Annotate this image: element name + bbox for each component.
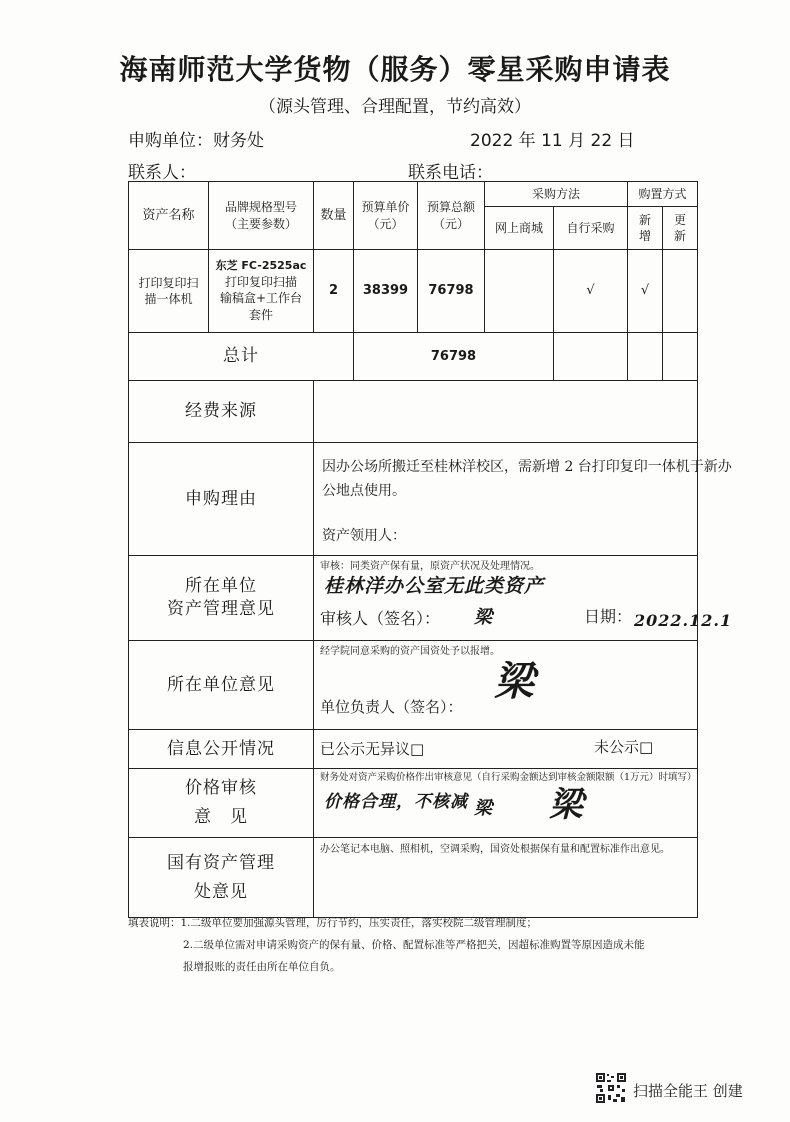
col-method: 采购方法 [485, 182, 628, 207]
state-asset-label [129, 838, 314, 918]
disclosure-opt-1: 已公示无异议□ [320, 740, 425, 758]
col-buy-new [628, 207, 663, 250]
reviewer-signature: 梁 [474, 607, 493, 628]
unit-opinion-cell [314, 641, 698, 730]
item-spec [209, 250, 314, 333]
col-method-self: 自行采购 [554, 207, 628, 250]
price-review-label-2: 意 见 [194, 807, 248, 827]
form-title: 海南师范大学货物（服务）零星采购申请表 [119, 53, 671, 86]
col-buy-upd-1: 更 [674, 212, 687, 227]
col-buy-update [663, 207, 698, 250]
item-total: 76798 [418, 250, 485, 333]
state-asset-label-2: 处意见 [194, 881, 248, 902]
asset-mgmt-label-1: 所在单位 [185, 576, 257, 597]
dept-value: 财务处 [213, 131, 264, 151]
fill-instruction-2: 2.二级单位需对申请采购资产的保有量、价格、配置标准等严格把关，因超标准购置等原因造成未能 [183, 939, 645, 951]
scanner-watermark: 扫描全能王 创建 [633, 1082, 743, 1100]
item-name: 打印复印扫描一体机 [129, 250, 209, 333]
unit-opinion-note: 经学院同意采购的资产国资处予以报增。 [320, 646, 500, 657]
phone-label: 联系电话： [408, 163, 493, 183]
col-unit-price [354, 182, 418, 250]
unit-opinion-label: 所在单位意见 [129, 641, 314, 730]
item-online-cell [485, 250, 554, 333]
sum-label: 总计 [129, 333, 354, 381]
col-spec-title: 品牌规格型号 [224, 200, 297, 215]
col-buy-upd-2: 新 [674, 229, 687, 243]
item-spec-line4: 套件 [248, 307, 273, 322]
item-spec-line1: 东芝 FC-2525ac [215, 259, 307, 273]
col-buy-new-1: 新 [639, 212, 652, 227]
price-review-label [129, 769, 314, 838]
col-qty: 数量 [314, 182, 354, 250]
item-new-check: √ [628, 250, 663, 333]
asset-mgmt-cell [314, 556, 733, 641]
state-asset-label-1: 国有资产管理 [167, 852, 275, 873]
col-buy-mode: 购置方式 [628, 182, 698, 207]
col-spec [209, 182, 314, 250]
item-unit-price: 38399 [354, 250, 418, 333]
col-buy-new-2: 增 [639, 229, 652, 243]
item-qty: 2 [314, 250, 354, 333]
asset-mgmt-label-2: 资产管理意见 [167, 599, 275, 619]
item-spec-line2: 打印复印扫描 [224, 275, 297, 290]
item-update-cell [663, 250, 698, 333]
disclosure-opt-2: 未公示□ [594, 738, 654, 756]
price-review-sig-2: 梁 [549, 785, 584, 825]
item-spec-line3: 输稿盒+工作台 [219, 291, 303, 306]
state-asset-cell [314, 838, 698, 918]
price-review-label-1: 价格审核 [185, 778, 257, 799]
reviewer-label: 审核人（签名）： [320, 609, 441, 628]
price-review-cell [314, 769, 698, 838]
dept-label: 申购单位： [128, 131, 213, 151]
sum-empty-2 [628, 333, 663, 381]
price-review-handwritten: 价格合理，不核减 [324, 792, 468, 812]
request-date: 2022 年 11 月 22 日 [470, 131, 635, 151]
price-review-sig-1: 梁 [474, 798, 493, 819]
sum-empty-1 [554, 333, 628, 381]
col-total-unit: （元） [432, 216, 469, 231]
sum-empty-3 [663, 333, 698, 381]
asset-mgmt-handwritten: 桂林洋办公室无此类资产 [324, 575, 545, 597]
application-table [128, 181, 733, 918]
review-date-label: 日期： [584, 607, 633, 626]
review-date-value: 2022.12.1 [634, 611, 733, 630]
reason-label: 申购理由 [129, 443, 314, 556]
asset-mgmt-label [129, 556, 314, 641]
reason-cell [314, 443, 732, 556]
col-asset-name: 资产名称 [129, 182, 209, 250]
contact-label: 联系人： [128, 163, 196, 183]
sum-value: 76798 [354, 333, 554, 381]
receiver-label: 资产领用人： [322, 528, 406, 544]
funding-label: 经费来源 [129, 381, 314, 443]
col-unit-price-title: 预算单价 [361, 200, 410, 215]
fill-instruction-1: 填表说明：1.二级单位要加强源头管理，厉行节约，压实责任，落实校院二级管理制度； [128, 917, 538, 929]
disclosure-label: 信息公开情况 [129, 730, 314, 769]
col-unit-price-unit: （元） [367, 216, 404, 231]
leader-label: 单位负责人（签名）： [320, 698, 463, 716]
state-asset-note: 办公笔记本电脑、照相机，空调采购，国资处根据保有量和配置标准作出意见。 [320, 844, 670, 855]
fill-instructions [128, 912, 645, 978]
col-total [418, 182, 485, 250]
price-review-note: 财务处对资产采购价格作出审核意见（自行采购金额达到审核金额限额（1万元）时填写） [320, 772, 697, 783]
reason-text: 因办公场所搬迁至桂林洋校区，需新增 2 台打印复印一体机于新办公地点使用。 [322, 459, 732, 499]
leader-signature: 梁 [494, 658, 535, 705]
table-row [129, 250, 698, 333]
qr-code-icon [595, 1072, 627, 1104]
dept-field [128, 126, 264, 151]
funding-value [314, 381, 698, 443]
item-self-check: √ [554, 250, 628, 333]
fill-instruction-3: 报增报账的责任由所在单位自负。 [183, 961, 341, 973]
asset-mgmt-note: 审核：同类资产保有量，原资产状况及处理情况。 [320, 561, 540, 572]
form-subtitle: （源头管理、合理配置，节约高效） [259, 97, 531, 117]
col-method-online: 网上商城 [485, 207, 554, 250]
col-total-title: 预算总额 [426, 200, 475, 215]
col-spec-sub: （主要参数） [224, 216, 297, 231]
disclosure-cell [314, 730, 698, 769]
